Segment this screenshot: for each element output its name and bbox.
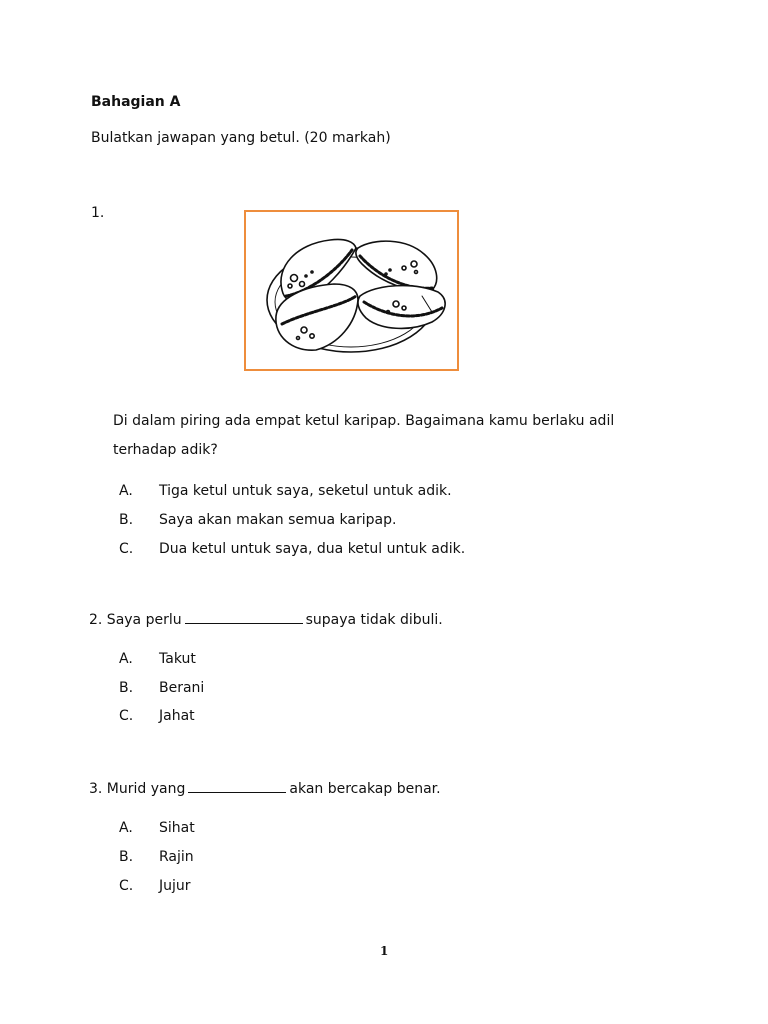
question-1-number: 1. xyxy=(91,205,105,221)
karipap-plate-icon xyxy=(246,212,457,369)
question-3-blank xyxy=(188,779,286,793)
question-1-option-b-text: Saya akan makan semua karipap. xyxy=(159,512,397,528)
question-3-option-a-text: Sihat xyxy=(159,820,195,836)
question-2-option-a-text: Takut xyxy=(159,651,196,667)
question-2-option-c-letter: C. xyxy=(119,708,134,724)
question-3-option-b-letter: B. xyxy=(119,849,134,865)
question-2-option-b-text: Berani xyxy=(159,680,205,696)
question-3-option-b-text: Rajin xyxy=(159,849,194,865)
question-2-blank xyxy=(185,610,303,624)
question-3-option-c-letter: C. xyxy=(119,878,134,894)
question-3-option-a-letter: A. xyxy=(119,820,133,836)
question-1-image-frame xyxy=(244,210,459,371)
page-number: 1 xyxy=(380,944,389,958)
question-1-option-b-letter: B. xyxy=(119,512,134,528)
question-1-option-c-text: Dua ketul untuk saya, dua ketul untuk adik. xyxy=(159,541,466,557)
question-1-option-a-text: Tiga ketul untuk saya, seketul untuk adik. xyxy=(159,483,452,499)
section-instruction: Bulatkan jawapan yang betul. (20 markah) xyxy=(91,130,391,146)
question-2-option-c-text: Jahat xyxy=(159,708,195,724)
question-2-text-after: supaya tidak dibuli. xyxy=(305,612,443,628)
question-2-stem xyxy=(89,610,443,628)
question-1-text-line1: Di dalam piring ada empat ketul karipap. Bagaimana kamu berlaku adil xyxy=(113,413,615,429)
question-2-option-b-letter: B. xyxy=(119,680,134,696)
question-3-text-before: 3. Murid yang xyxy=(89,781,186,797)
question-2-text-before: 2. Saya perlu xyxy=(89,612,182,628)
question-1-option-c-letter: C. xyxy=(119,541,134,557)
question-3-text-after: akan bercakap benar. xyxy=(289,781,441,797)
question-1-option-a-letter: A. xyxy=(119,483,133,499)
question-2-option-a-letter: A. xyxy=(119,651,133,667)
question-3-stem xyxy=(89,779,441,797)
question-1-text-line2: terhadap adik? xyxy=(113,442,218,458)
section-title: Bahagian A xyxy=(91,94,181,110)
question-3-option-c-text: Jujur xyxy=(159,878,191,894)
